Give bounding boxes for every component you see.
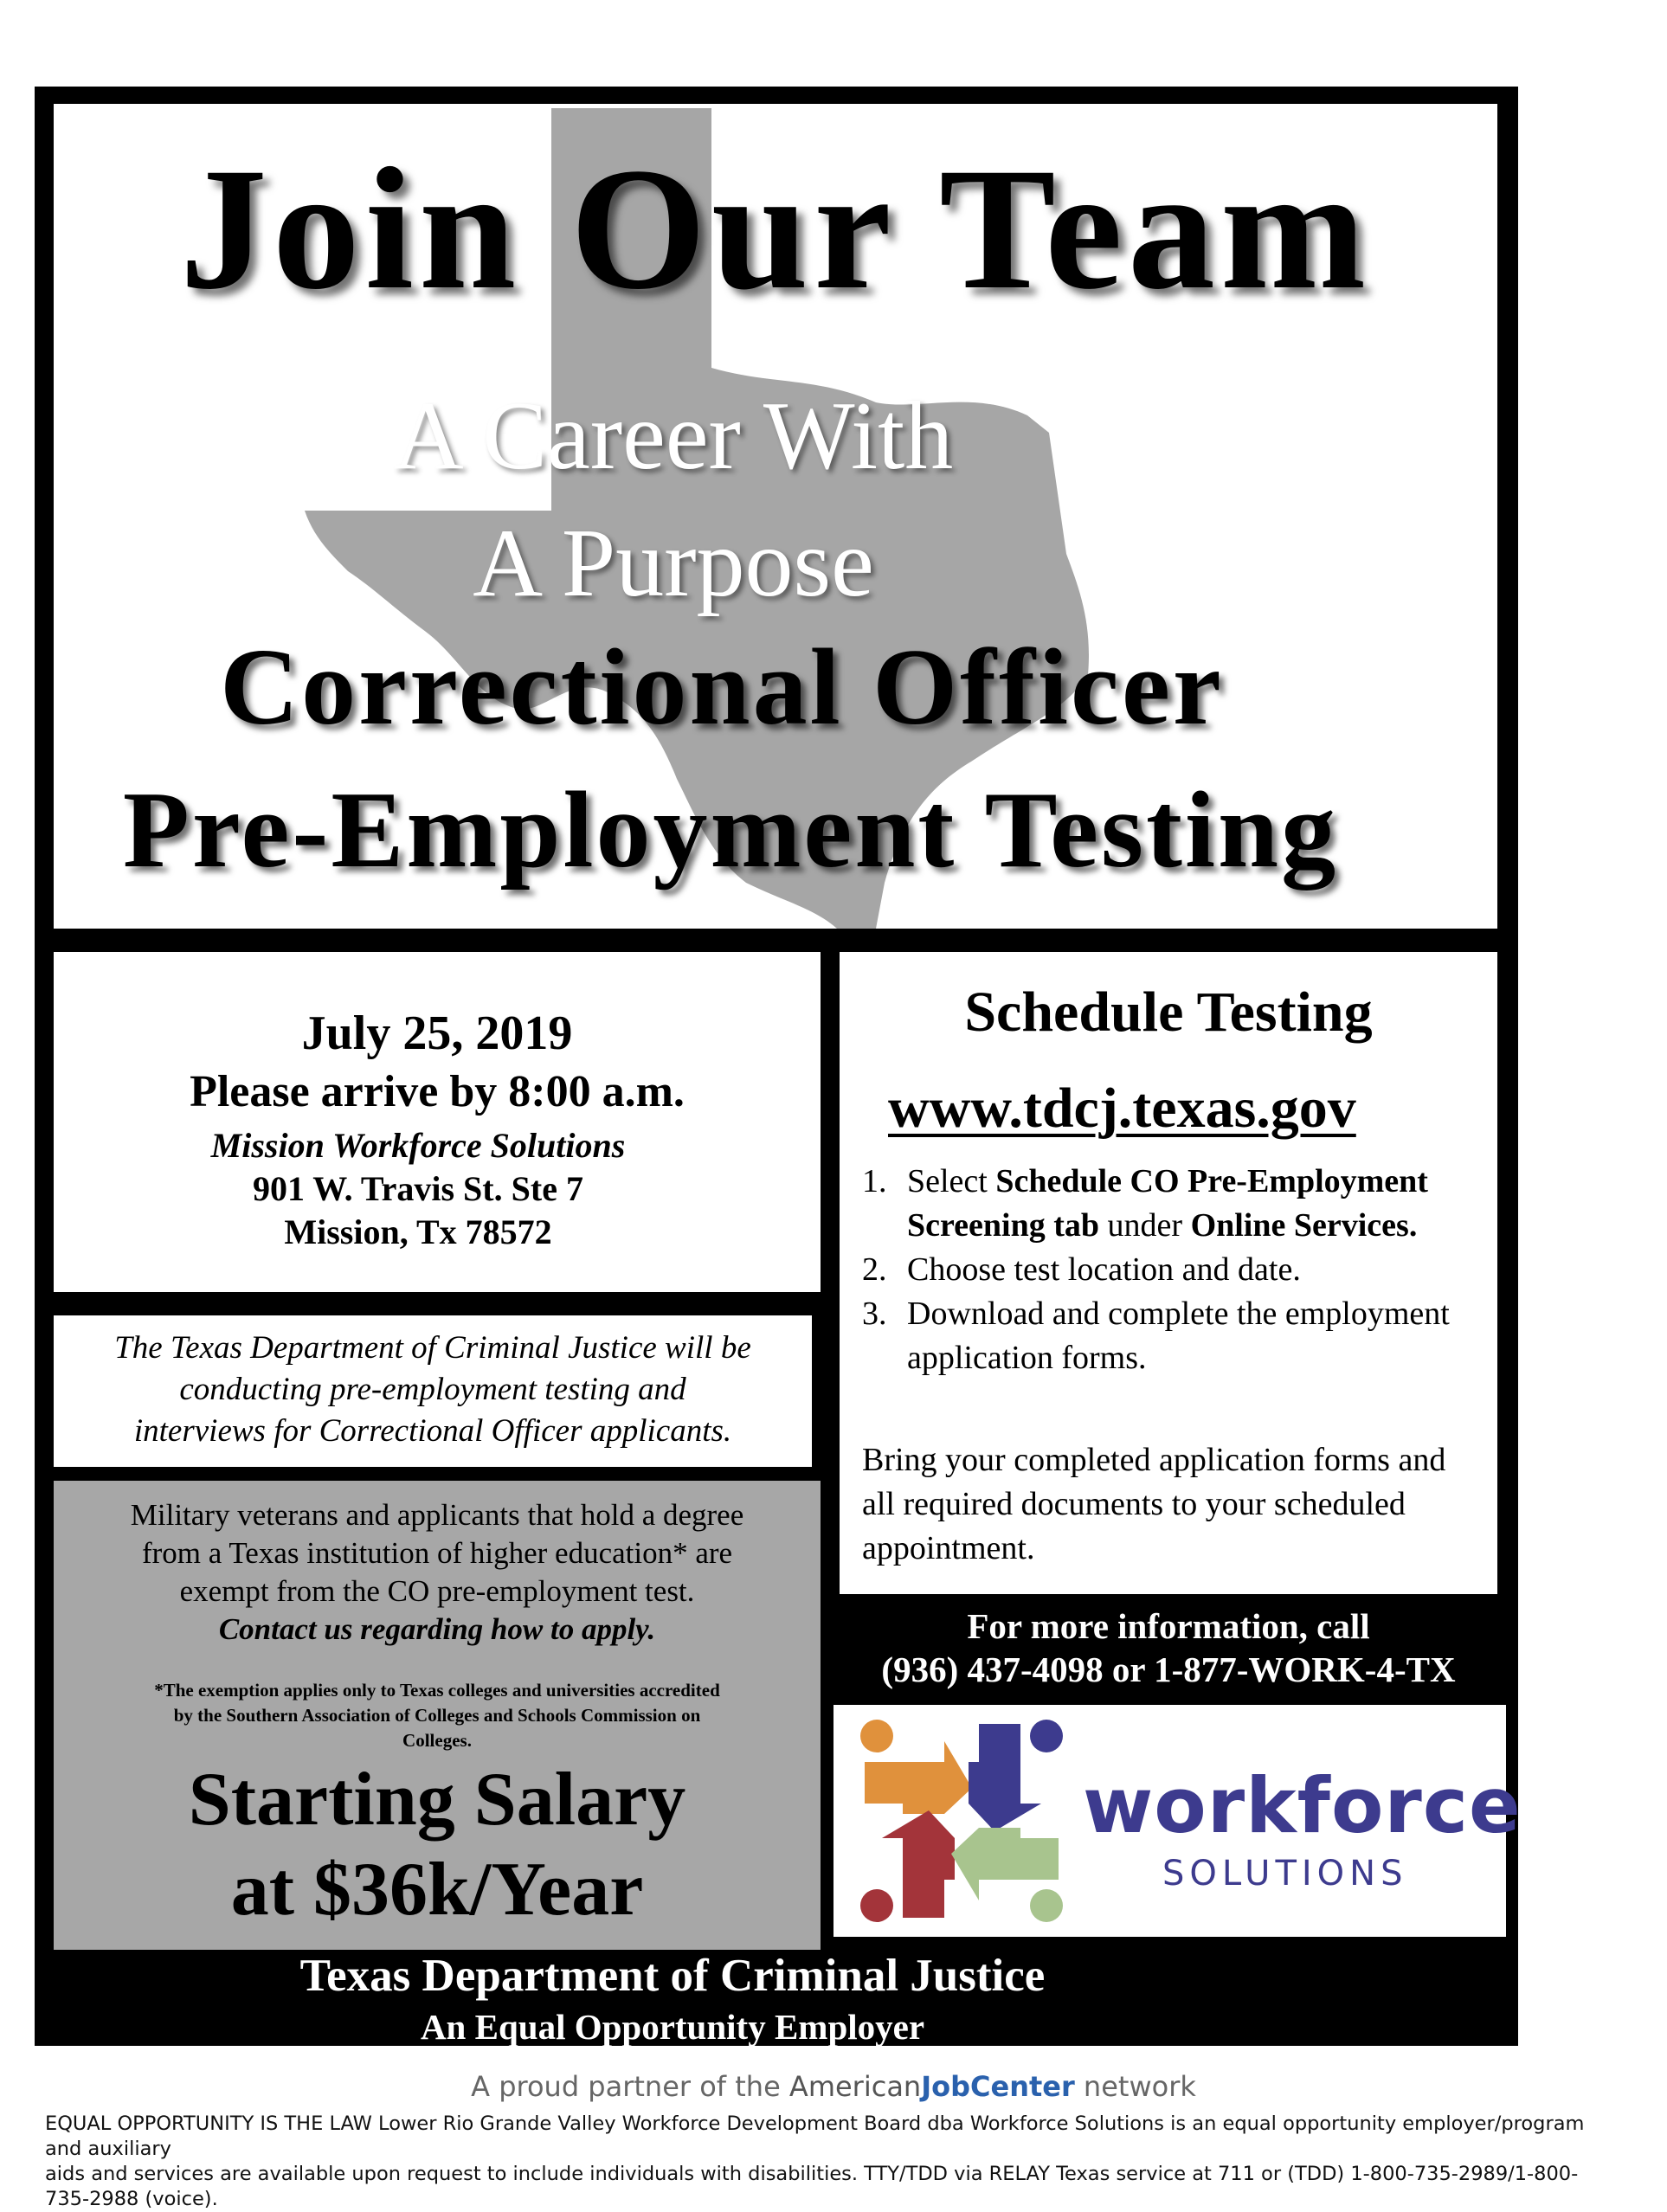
- step-text: Choose test location and date.: [907, 1251, 1301, 1288]
- footnote-line: Colleges.: [402, 1730, 472, 1751]
- eo-notice-line: EQUAL OPPORTUNITY IS THE LAW Lower Rio Grande Valley Workforce Development Board dba Workforce Solutions is an equal opportunity employer/program and auxiliary: [45, 2112, 1585, 2160]
- event-city: Mission, Tx 78572: [284, 1212, 552, 1251]
- description-text: [54, 1328, 812, 1452]
- event-arrival-time: Please arrive by 8:00 a.m.: [190, 1067, 685, 1116]
- workforce-solutions-logo: [834, 1705, 1522, 1937]
- step-item: [862, 1160, 1485, 1248]
- eo-notice-line: aids and services are available upon request to include individuals with disabilities. TTY/TDD via RELAY Texas service at 711 or (TDD) 1-800-735-2989/1-800-735-2988 (voice).: [45, 2163, 1579, 2210]
- step-number: 2.: [862, 1251, 887, 1288]
- exemption-footnote: [88, 1678, 786, 1753]
- logo-quadrant-orange: [860, 1720, 972, 1814]
- contact-us-line: Contact us regarding how to apply.: [218, 1612, 656, 1646]
- step-online-services: Online Services.: [1190, 1207, 1418, 1244]
- footer-equal-opportunity: An Equal Opportunity Employer: [420, 2007, 925, 2047]
- step-text: Download and complete the employment application forms.: [907, 1296, 1450, 1376]
- partner-brand-american: American: [788, 2070, 922, 2103]
- bring-documents-text: Bring your completed application forms and all required documents to your scheduled appointment.: [862, 1442, 1446, 1566]
- hero-testing: Pre-Employment Testing: [122, 770, 1339, 891]
- veterans-exemption-text: [71, 1496, 803, 1649]
- step-number: 3.: [862, 1296, 887, 1332]
- description-line: interviews for Correctional Officer applicants.: [133, 1413, 732, 1449]
- footer-organization: Texas Department of Criminal Justice: [299, 1951, 1046, 2001]
- veterans-line: Military veterans and applicants that hold a degree: [130, 1498, 744, 1532]
- description-line: The Texas Department of Criminal Justice will be: [114, 1330, 751, 1366]
- american-job-center-partner-line: [0, 2070, 1667, 2103]
- step-item: [862, 1248, 1485, 1292]
- hero-title: Join Our Team: [179, 132, 1372, 325]
- hero-subtitle-line1: A Career With: [393, 383, 954, 490]
- footnote-line: by the Southern Association of Colleges and Schools Commission on: [173, 1705, 701, 1726]
- step-text-part: Select: [907, 1163, 996, 1199]
- logo-quadrant-navy: [969, 1720, 1063, 1831]
- step-text: [907, 1160, 1485, 1248]
- tdcj-website-link[interactable]: www.tdcj.texas.gov: [888, 1077, 1356, 1140]
- starting-salary-amount: at $36k/Year: [230, 1848, 644, 1932]
- veterans-line: exempt from the CO pre-employment test.: [179, 1574, 695, 1608]
- more-info-label: For more information, call: [967, 1606, 1370, 1646]
- logo-quadrant-green: [951, 1828, 1063, 1922]
- event-details-panel: [54, 952, 821, 1292]
- logo-quadrant-red: [860, 1810, 955, 1922]
- schedule-testing-panel: [840, 952, 1497, 1594]
- step-number: 1.: [862, 1163, 887, 1199]
- partner-brand-jobcenter: JobCenter: [921, 2070, 1075, 2103]
- partner-prefix: A proud partner of the: [471, 2070, 789, 2103]
- logo-wordmark: workforce: [1083, 1761, 1522, 1850]
- veterans-salary-panel: [54, 1481, 821, 1950]
- step-text-part: under: [1099, 1207, 1191, 1244]
- description-panel: [54, 1315, 812, 1467]
- partner-suffix: network: [1074, 2070, 1196, 2103]
- workforce-solutions-logo-icon: [858, 1717, 1065, 1925]
- hero-subtitle-line2: A Purpose: [473, 510, 874, 617]
- description-line: conducting pre-employment testing and: [179, 1372, 686, 1407]
- logo-subtitle: SOLUTIONS: [1162, 1854, 1408, 1894]
- footnote-line: *The exemption applies only to Texas colleges and universities accredited: [154, 1680, 720, 1701]
- hero-position: Correctional Officer: [220, 627, 1224, 748]
- step-item: [862, 1292, 1485, 1380]
- event-location-name: Mission Workforce Solutions: [210, 1126, 626, 1165]
- phone-numbers: (936) 437-4098 or 1-877-WORK-4-TX: [881, 1649, 1456, 1689]
- starting-salary-heading: Starting Salary: [188, 1758, 686, 1842]
- hero-banner: [54, 104, 1497, 929]
- schedule-testing-title: Schedule Testing: [964, 981, 1373, 1044]
- schedule-steps-list: [862, 1160, 1485, 1380]
- equal-opportunity-notice: [45, 2112, 1620, 2212]
- event-date: July 25, 2019: [301, 1006, 573, 1060]
- event-street-address: 901 W. Travis St. Ste 7: [253, 1169, 583, 1208]
- step-tab-name: Schedule CO Pre-Employment Screening tab: [907, 1163, 1428, 1244]
- veterans-line: from a Texas institution of higher education* are: [141, 1536, 733, 1570]
